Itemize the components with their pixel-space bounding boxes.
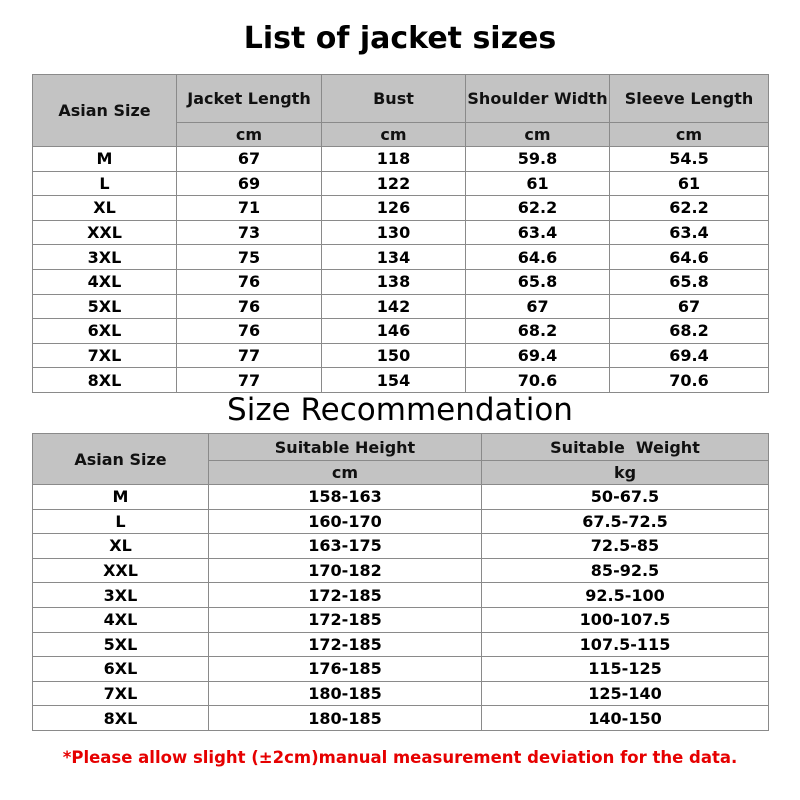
table-row (33, 485, 769, 510)
table-cell: 62.2 (610, 196, 769, 221)
table-cell: 180-185 (209, 706, 482, 731)
size-label-cell: 7XL (33, 343, 177, 368)
table-cell: 92.5-100 (482, 583, 769, 608)
table-cell: 67 (177, 147, 322, 172)
table-row (33, 294, 769, 319)
table-row (33, 509, 769, 534)
size-recommendation-title: Size Recommendation (227, 392, 573, 428)
table-cell: 138 (322, 269, 466, 294)
header-asian-size: Asian Size (33, 75, 177, 147)
size-label-cell: 6XL (33, 657, 209, 682)
table-cell: 69.4 (610, 343, 769, 368)
table-row (33, 368, 769, 393)
header-jacket-length: Jacket Length (177, 75, 322, 123)
table-cell: 140-150 (482, 706, 769, 731)
table-cell: 160-170 (209, 509, 482, 534)
table-cell: 75 (177, 245, 322, 270)
size-label-cell: L (33, 509, 209, 534)
table-cell: 107.5-115 (482, 632, 769, 657)
size-label-cell: M (33, 485, 209, 510)
size-label-cell: 5XL (33, 632, 209, 657)
table-row (33, 607, 769, 632)
unit-jacket-length: cm (177, 123, 322, 147)
table-cell: 126 (322, 196, 466, 221)
table-cell: 100-107.5 (482, 607, 769, 632)
table-cell: 62.2 (466, 196, 610, 221)
table-cell: 85-92.5 (482, 558, 769, 583)
jacket-size-header-row (33, 75, 769, 123)
measurement-deviation-note: *Please allow slight (±2cm)manual measurement deviation for the data. (62, 748, 738, 767)
size-recommendation-table (32, 433, 769, 731)
size-label-cell: 4XL (33, 269, 177, 294)
table-row (33, 681, 769, 706)
table-cell: 64.6 (466, 245, 610, 270)
table-cell: 150 (322, 343, 466, 368)
size-label-cell: 7XL (33, 681, 209, 706)
header-bust: Bust (322, 75, 466, 123)
table-cell: 77 (177, 368, 322, 393)
jacket-size-table (32, 74, 769, 393)
table-cell: 125-140 (482, 681, 769, 706)
size-label-cell: 3XL (33, 583, 209, 608)
table-cell: 70.6 (466, 368, 610, 393)
table-cell: 63.4 (610, 220, 769, 245)
table-row (33, 343, 769, 368)
table-cell: 69.4 (466, 343, 610, 368)
size-label-cell: XL (33, 534, 209, 559)
header-suitable-height: Suitable Height (209, 434, 482, 461)
table-cell: 76 (177, 269, 322, 294)
size-label-cell: 8XL (33, 368, 177, 393)
table-cell: 61 (610, 171, 769, 196)
table-cell: 71 (177, 196, 322, 221)
table-cell: 72.5-85 (482, 534, 769, 559)
table-cell: 154 (322, 368, 466, 393)
unit-weight: kg (482, 461, 769, 485)
table-row (33, 534, 769, 559)
table-cell: 163-175 (209, 534, 482, 559)
table-cell: 115-125 (482, 657, 769, 682)
table-cell: 76 (177, 294, 322, 319)
table-cell: 68.2 (610, 319, 769, 344)
size-label-cell: L (33, 171, 177, 196)
table-cell: 69 (177, 171, 322, 196)
size-label-cell: M (33, 147, 177, 172)
table-row (33, 583, 769, 608)
table-cell: 76 (177, 319, 322, 344)
table-cell: 54.5 (610, 147, 769, 172)
table-cell: 118 (322, 147, 466, 172)
table-cell: 50-67.5 (482, 485, 769, 510)
table-row (33, 706, 769, 731)
size-label-cell: 4XL (33, 607, 209, 632)
table-cell: 180-185 (209, 681, 482, 706)
size-label-cell: 8XL (33, 706, 209, 731)
table-cell: 122 (322, 171, 466, 196)
size-label-cell: 6XL (33, 319, 177, 344)
table-row (33, 558, 769, 583)
table-row (33, 245, 769, 270)
table-cell: 67.5-72.5 (482, 509, 769, 534)
table-cell: 73 (177, 220, 322, 245)
size-label-cell: 3XL (33, 245, 177, 270)
table-row (33, 632, 769, 657)
header-asian-size: Asian Size (33, 434, 209, 485)
table-cell: 67 (610, 294, 769, 319)
table-cell: 134 (322, 245, 466, 270)
jacket-size-title: List of jacket sizes (243, 21, 557, 56)
table-cell: 65.8 (466, 269, 610, 294)
table-cell: 70.6 (610, 368, 769, 393)
table-row (33, 657, 769, 682)
unit-bust: cm (322, 123, 466, 147)
header-suitable-weight: Suitable Weight (482, 434, 769, 461)
table-cell: 176-185 (209, 657, 482, 682)
unit-height: cm (209, 461, 482, 485)
table-row (33, 196, 769, 221)
table-cell: 130 (322, 220, 466, 245)
size-label-cell: XXL (33, 558, 209, 583)
unit-shoulder-width: cm (466, 123, 610, 147)
table-cell: 172-185 (209, 632, 482, 657)
table-row (33, 269, 769, 294)
table-cell: 63.4 (466, 220, 610, 245)
table-cell: 77 (177, 343, 322, 368)
header-shoulder-width: Shoulder Width (466, 75, 610, 123)
table-cell: 68.2 (466, 319, 610, 344)
table-row (33, 319, 769, 344)
table-row (33, 147, 769, 172)
table-cell: 61 (466, 171, 610, 196)
table-cell: 146 (322, 319, 466, 344)
table-cell: 67 (466, 294, 610, 319)
table-cell: 172-185 (209, 583, 482, 608)
table-cell: 65.8 (610, 269, 769, 294)
size-label-cell: XL (33, 196, 177, 221)
size-label-cell: XXL (33, 220, 177, 245)
table-cell: 170-182 (209, 558, 482, 583)
jacket-size-table-body (33, 147, 769, 393)
unit-sleeve-length: cm (610, 123, 769, 147)
table-cell: 59.8 (466, 147, 610, 172)
table-row (33, 220, 769, 245)
table-cell: 142 (322, 294, 466, 319)
table-cell: 158-163 (209, 485, 482, 510)
size-recommendation-table-body (33, 485, 769, 731)
table-cell: 64.6 (610, 245, 769, 270)
table-row (33, 171, 769, 196)
recommendation-header-row (33, 434, 769, 461)
size-label-cell: 5XL (33, 294, 177, 319)
table-cell: 172-185 (209, 607, 482, 632)
header-sleeve-length: Sleeve Length (610, 75, 769, 123)
